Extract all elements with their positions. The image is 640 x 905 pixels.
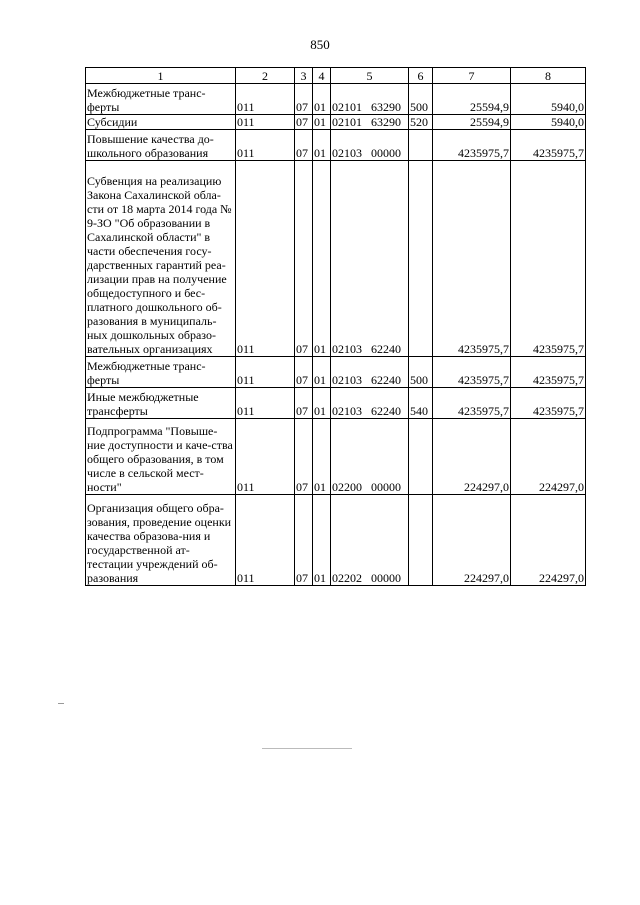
row-amount-2: 4235975,7 (511, 388, 586, 419)
row-target-program: 02101 (332, 100, 362, 114)
table-row (86, 115, 586, 130)
row-ministry-code: 011 (236, 388, 295, 419)
row-subsection: 01 (313, 161, 331, 357)
row-section: 07 (295, 161, 313, 357)
row-amount-1: 224297,0 (433, 419, 511, 495)
header-col-2: 2 (236, 68, 295, 84)
row-target-program: 02103 (332, 404, 362, 418)
row-expense-type: 520 (409, 115, 433, 130)
row-ministry-code: 011 (236, 419, 295, 495)
row-amount-1: 4235975,7 (433, 161, 511, 357)
row-amount-1: 4235975,7 (433, 388, 511, 419)
row-subsection: 01 (313, 84, 331, 115)
row-target-article (331, 357, 409, 388)
row-amount-2: 4235975,7 (511, 130, 586, 161)
row-expense-type (409, 161, 433, 357)
row-target-program: 02103 (332, 373, 362, 387)
table-row (86, 388, 586, 419)
row-amount-2: 5940,0 (511, 84, 586, 115)
row-section: 07 (295, 115, 313, 130)
row-subsection: 01 (313, 388, 331, 419)
row-target-direction: 62240 (371, 373, 401, 387)
row-target-article (331, 495, 409, 586)
row-amount-1: 4235975,7 (433, 357, 511, 388)
row-target-direction: 63290 (371, 100, 401, 114)
row-name: Межбюджетные транс-ферты (86, 357, 236, 388)
row-expense-type: 500 (409, 84, 433, 115)
header-col-6: 6 (409, 68, 433, 84)
row-section: 07 (295, 388, 313, 419)
row-amount-1: 224297,0 (433, 495, 511, 586)
row-expense-type (409, 130, 433, 161)
header-col-5: 5 (331, 68, 409, 84)
row-target-article (331, 419, 409, 495)
budget-table (85, 67, 586, 586)
row-expense-type (409, 495, 433, 586)
header-col-3: 3 (295, 68, 313, 84)
row-expense-type (409, 419, 433, 495)
table-row (86, 419, 586, 495)
row-target-direction: 63290 (371, 115, 401, 129)
header-col-1: 1 (86, 68, 236, 84)
row-target-program: 02101 (332, 115, 362, 129)
row-name: Иные межбюджетные трансферты (86, 388, 236, 419)
row-amount-2: 224297,0 (511, 495, 586, 586)
row-target-article (331, 161, 409, 357)
row-amount-1: 25594,9 (433, 115, 511, 130)
row-name: Организация общего обра-зования, проведение оценки качества образова-ния и государственной ат-тестации учреждений об-разования (86, 495, 236, 586)
table-row (86, 161, 586, 357)
row-amount-2: 4235975,7 (511, 357, 586, 388)
row-target-article (331, 84, 409, 115)
header-col-7: 7 (433, 68, 511, 84)
row-amount-2: 224297,0 (511, 419, 586, 495)
row-section: 07 (295, 130, 313, 161)
row-name: Субвенция на реализацию Закона Сахалинской обла-сти от 18 марта 2014 года № 9-ЗО "Об образовании в Сахалинской области" в части обеспечения госу-дарственных гарантий реа-лизации прав на получение общедоступного и бес-платного дошкольного об-разования в муниципаль-ных дошкольных образо-вательных организациях (86, 161, 236, 357)
row-section: 07 (295, 495, 313, 586)
row-target-article (331, 130, 409, 161)
row-subsection: 01 (313, 115, 331, 130)
row-ministry-code: 011 (236, 495, 295, 586)
row-expense-type: 540 (409, 388, 433, 419)
row-ministry-code: 011 (236, 84, 295, 115)
row-ministry-code: 011 (236, 357, 295, 388)
row-section: 07 (295, 419, 313, 495)
row-subsection: 01 (313, 495, 331, 586)
header-col-8: 8 (511, 68, 586, 84)
table-row (86, 495, 586, 586)
row-target-direction: 62240 (371, 404, 401, 418)
row-subsection: 01 (313, 357, 331, 388)
row-target-direction: 62240 (371, 342, 401, 356)
row-name: Межбюджетные транс-ферты (86, 84, 236, 115)
row-amount-1: 25594,9 (433, 84, 511, 115)
row-name: Субсидии (86, 115, 236, 130)
page-number: 850 (310, 37, 330, 52)
row-amount-2: 4235975,7 (511, 161, 586, 357)
row-target-article (331, 388, 409, 419)
header-row (86, 68, 586, 84)
row-target-program: 02200 (332, 480, 362, 494)
row-subsection: 01 (313, 419, 331, 495)
row-amount-1: 4235975,7 (433, 130, 511, 161)
row-target-program: 02202 (332, 571, 362, 585)
row-target-direction: 00000 (371, 480, 401, 494)
row-section: 07 (295, 357, 313, 388)
row-target-program: 02103 (332, 342, 362, 356)
table-row (86, 357, 586, 388)
row-expense-type: 500 (409, 357, 433, 388)
table-row (86, 84, 586, 115)
row-name: Повышение качества до-школьного образования (86, 130, 236, 161)
row-subsection: 01 (313, 130, 331, 161)
table-row (86, 130, 586, 161)
row-ministry-code: 011 (236, 161, 295, 357)
row-amount-2: 5940,0 (511, 115, 586, 130)
header-col-4: 4 (313, 68, 331, 84)
row-ministry-code: 011 (236, 130, 295, 161)
row-target-direction: 00000 (371, 571, 401, 585)
row-target-program: 02103 (332, 146, 362, 160)
row-target-direction: 00000 (371, 146, 401, 160)
row-ministry-code: 011 (236, 115, 295, 130)
row-name: Подпрограмма "Повыше-ние доступности и каче-ства общего образования, в том числе в сельской мест-ности" (86, 419, 236, 495)
scan-speck (262, 748, 352, 749)
scan-speck (58, 703, 64, 704)
row-section: 07 (295, 84, 313, 115)
row-target-article (331, 115, 409, 130)
